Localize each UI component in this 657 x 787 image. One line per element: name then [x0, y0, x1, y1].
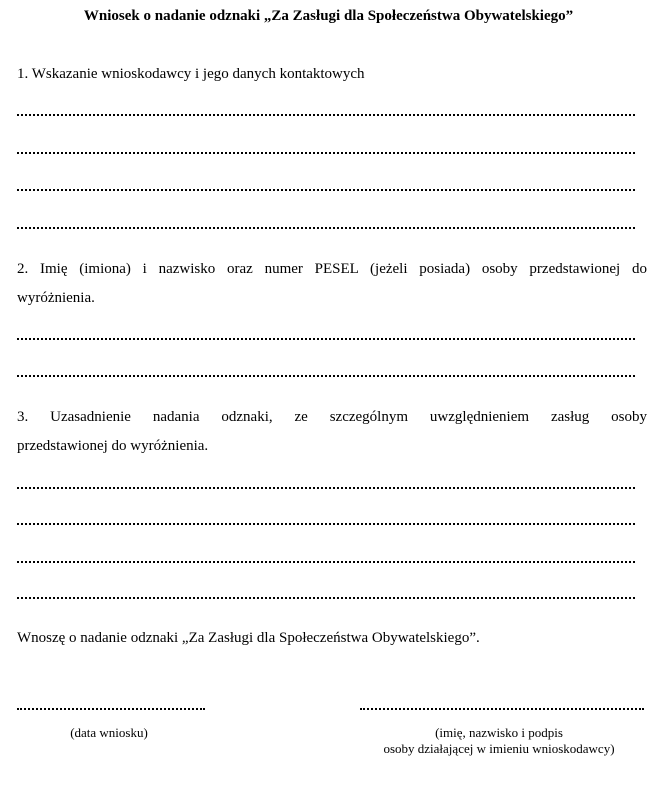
section-2-heading-line-2: wyróżnienia. [17, 290, 95, 306]
signature-fill-line[interactable] [360, 707, 644, 710]
fill-line[interactable] [17, 113, 635, 116]
fill-line[interactable] [17, 337, 635, 340]
fill-line[interactable] [17, 522, 635, 525]
fill-line[interactable] [17, 560, 635, 563]
section-3-heading-line-2: przedstawionej do wyróżnienia. [17, 438, 209, 454]
signature-caption-line-1: (imię, nazwisko i podpis [435, 725, 563, 740]
date-fill-line[interactable] [17, 707, 205, 710]
request-statement: Wnoszę o nadanie odznaki „Za Zasługi dla Społeczeństwa Obywatelskiego”. [17, 630, 480, 646]
fill-line[interactable] [17, 188, 635, 191]
section-1-heading: 1. Wskazanie wnioskodawcy i jego danych kontaktowych [17, 66, 365, 82]
section-2-heading-line-1: 2. Imię (imiona) i nazwisko oraz numer PESEL (jeżeli posiada) osoby przedstawionej do [17, 261, 647, 277]
fill-line[interactable] [17, 374, 635, 377]
fill-line[interactable] [17, 596, 635, 599]
fill-line[interactable] [17, 226, 635, 229]
fill-line[interactable] [17, 151, 635, 154]
section-3-heading-line-1: 3. Uzasadnienie nadania odznaki, ze szczególnym uwzględnieniem zasług osoby [17, 409, 647, 425]
date-caption: (data wniosku) [70, 725, 148, 740]
document-title: Wniosek o nadanie odznaki „Za Zasługi dla Społeczeństwa Obywatelskiego” [83, 8, 574, 24]
fill-line[interactable] [17, 486, 635, 489]
signature-caption-line-2: osoby działającej w imieniu wnioskodawcy) [383, 741, 615, 756]
